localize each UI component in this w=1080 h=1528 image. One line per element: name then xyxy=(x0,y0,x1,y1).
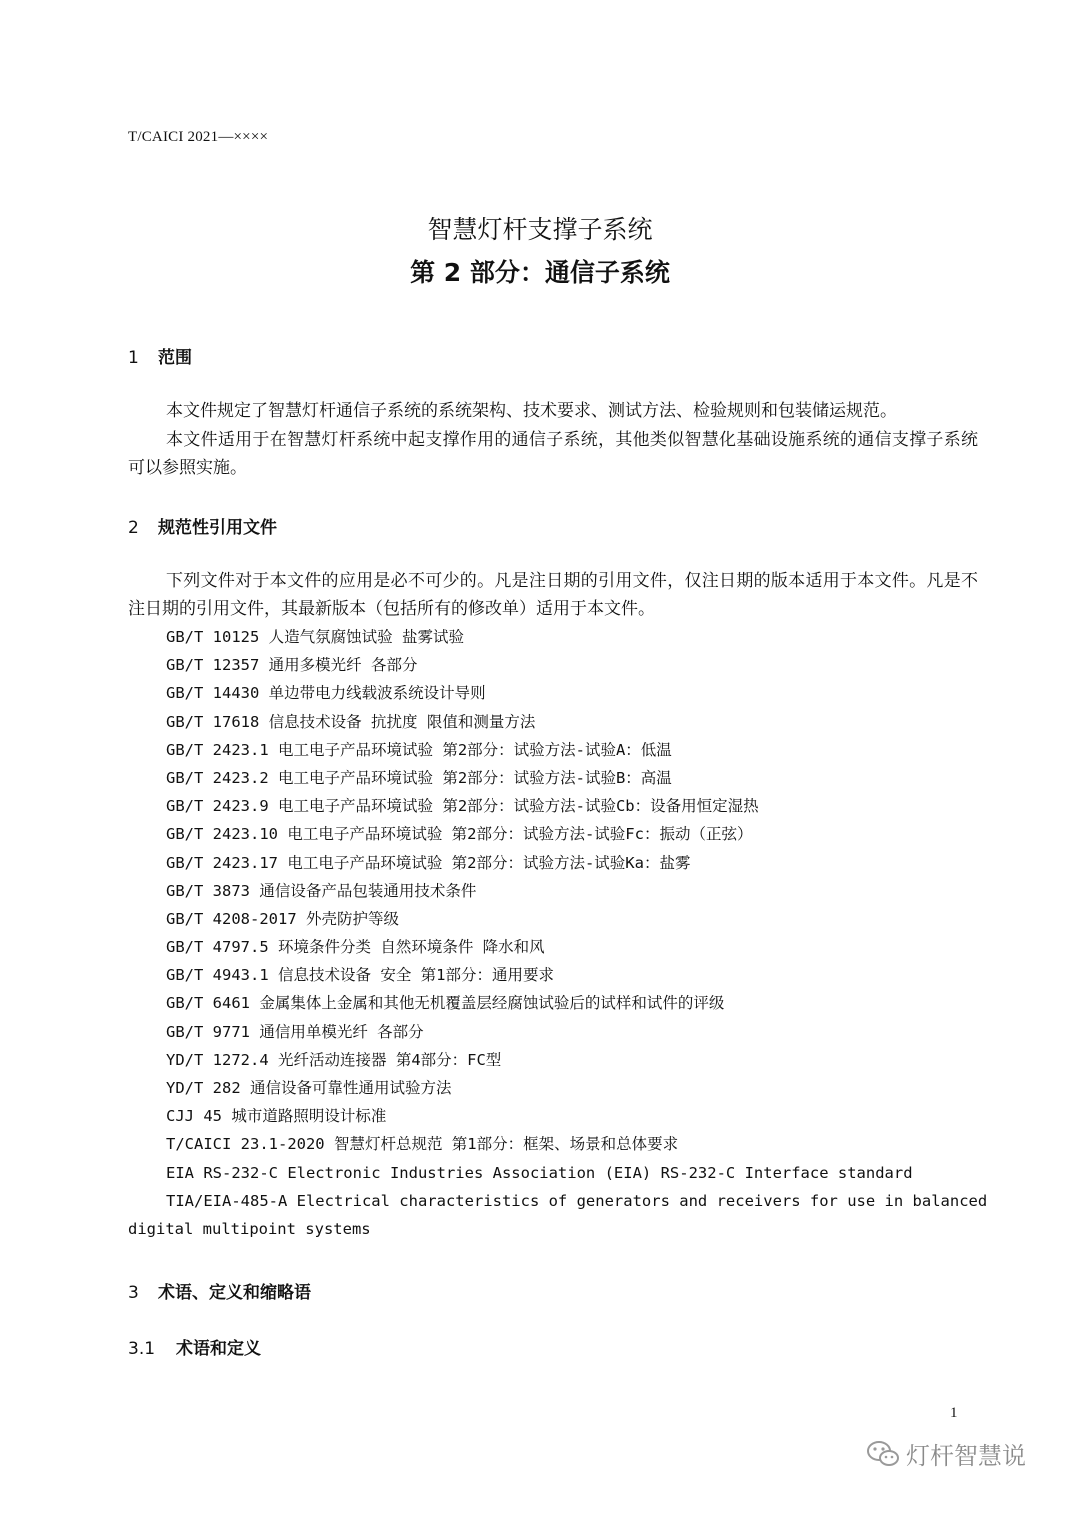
scope-paragraph-2: 本文件适用于在智慧灯杆系统中起支撑作用的通信子系统，其他类似智慧化基础设施系统的通信支撑子系统可以参照实施。 xyxy=(128,430,978,478)
document-subtitle: 第 2 部分：通信子系统 xyxy=(410,258,670,287)
document-code: T/CAICI 2021—×××× xyxy=(128,129,269,145)
section-number: 2 xyxy=(128,518,139,538)
scope-paragraph-1: 本文件规定了智慧灯杆通信子系统的系统架构、技术要求、测试方法、检验规则和包装储运规范。 xyxy=(166,401,897,421)
page-number: 1 xyxy=(950,1405,958,1421)
reference-item: GB/T 4943.1 信息技术设备 安全 第1部分：通用要求 xyxy=(166,966,554,985)
reference-item: YD/T 1272.4 光纤活动连接器 第4部分：FC型 xyxy=(166,1050,502,1069)
reference-list xyxy=(128,623,988,1243)
reference-item: YD/T 282 通信设备可靠性通用试验方法 xyxy=(166,1079,452,1097)
reference-item: GB/T 10125 人造气氛腐蚀试验 盐雾试验 xyxy=(166,628,464,646)
section-1-heading xyxy=(128,343,192,368)
reference-item: GB/T 12357 通用多模光纤 各部分 xyxy=(166,656,418,675)
reference-item: GB/T 2423.17 电工电子产品环境试验 第2部分：试验方法-试验Ka：盐雾 xyxy=(166,853,691,872)
reference-item: EIA RS-232-C Electronic Industries Association (EIA) RS-232-C Interface standard xyxy=(166,1163,913,1182)
reference-item: GB/T 2423.9 电工电子产品环境试验 第2部分：试验方法-试验Cb：设备用恒定湿热 xyxy=(166,797,759,816)
section-number: 1 xyxy=(128,348,139,368)
reference-item: GB/T 2423.2 电工电子产品环境试验 第2部分：试验方法-试验B：高温 xyxy=(166,768,672,787)
reference-item: GB/T 14430 单边带电力线载波系统设计导则 xyxy=(166,684,486,703)
section-title: 范围 xyxy=(158,348,192,368)
reference-item: GB/T 2423.1 电工电子产品环境试验 第2部分：试验方法-试验A：低温 xyxy=(166,740,672,759)
section-2-heading xyxy=(128,513,277,538)
reference-item: T/CAICI 23.1-2020 智慧灯杆总规范 第1部分：框架、场景和总体要求 xyxy=(166,1135,679,1154)
reference-item: GB/T 9771 通信用单模光纤 各部分 xyxy=(166,1022,424,1041)
reference-item: TIA/EIA-485-A Electrical characteristics of generators and receivers for use in balanced digital multipoint systems xyxy=(128,1191,988,1238)
reference-item: GB/T 3873 通信设备产品包装通用技术条件 xyxy=(166,881,477,900)
reference-item: GB/T 17618 信息技术设备 抗扰度 限值和测量方法 xyxy=(166,712,536,731)
section-title: 规范性引用文件 xyxy=(158,518,277,538)
section-number: 3.1 xyxy=(128,1339,156,1359)
reference-item: CJJ 45 城市道路照明设计标准 xyxy=(166,1107,387,1126)
reference-item: GB/T 6461 金属集体上金属和其他无机覆盖层经腐蚀试验后的试样和试件的评级 xyxy=(166,994,725,1013)
watermark xyxy=(866,1436,1026,1471)
reference-item: GB/T 4208-2017 外壳防护等级 xyxy=(166,909,399,928)
watermark-text: 灯杆智慧说 xyxy=(906,1442,1026,1470)
section-title: 术语和定义 xyxy=(176,1339,261,1359)
document-title: 智慧灯杆支撑子系统 xyxy=(427,215,653,244)
section-3-1-heading xyxy=(128,1334,261,1359)
section-number: 3 xyxy=(128,1283,139,1303)
section-title: 术语、定义和缩略语 xyxy=(158,1283,311,1303)
reference-item: GB/T 4797.5 环境条件分类 自然环境条件 降水和风 xyxy=(166,938,545,957)
section-3-heading xyxy=(128,1278,311,1303)
references-intro: 下列文件对于本文件的应用是必不可少的。凡是注日期的引用文件，仅注日期的版本适用于本文件。凡是不注日期的引用文件，其最新版本（包括所有的修改单）适用于本文件。 xyxy=(128,571,978,619)
wechat-icon xyxy=(866,1439,900,1469)
reference-item: GB/T 2423.10 电工电子产品环境试验 第2部分：试验方法-试验Fc：振动（正弦） xyxy=(166,825,753,844)
